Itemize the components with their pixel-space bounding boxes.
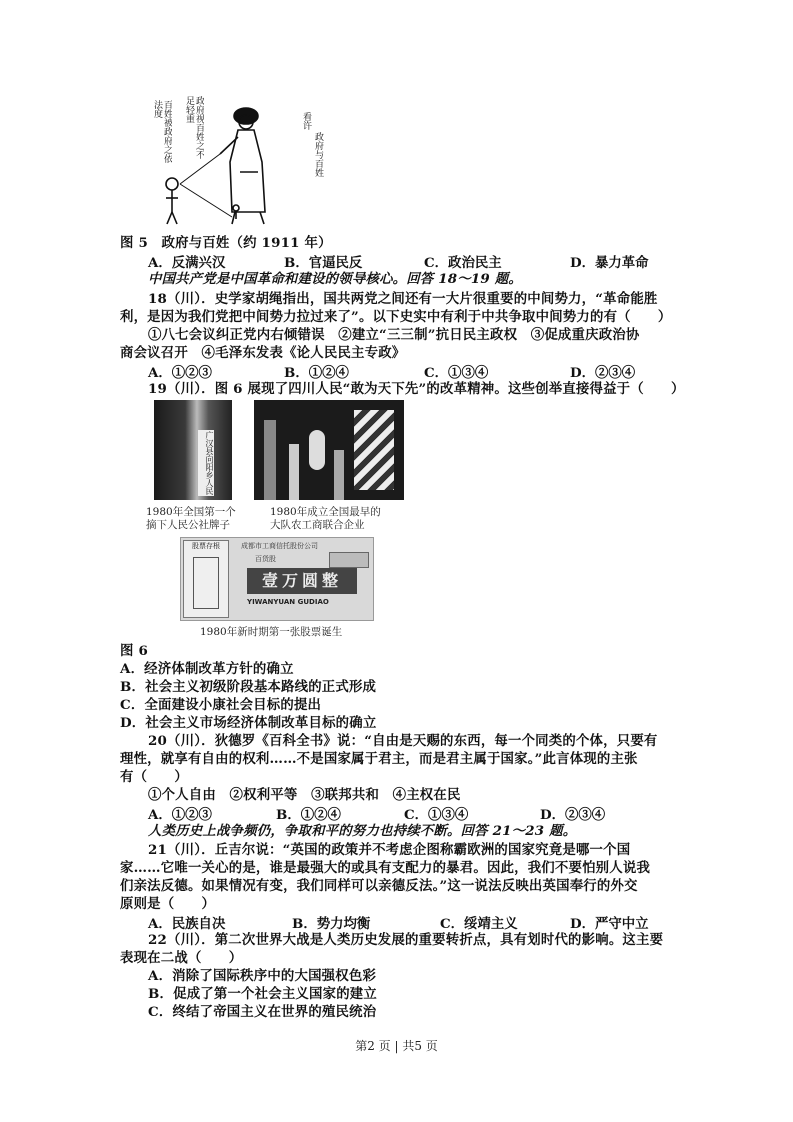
photo-commune-sign [154, 400, 232, 500]
stock-pinyin: YIWANYUAN GUDIAO [247, 598, 329, 606]
photo1-caption-1: 1980年全国第一个 [146, 506, 236, 518]
q21-option-d: D．严守中立 [570, 916, 649, 932]
q18-option-d: D．②③④ [570, 365, 636, 381]
intro-18-19: 中国共产党是中国革命和建设的领导核心。回答 18～19 题。 [148, 271, 522, 287]
stock-title: 壹万圆整 [247, 568, 357, 594]
q19-option-b: B．社会主义初级阶段基本路线的正式形成 [120, 679, 377, 695]
q22-option-b: B．促成了第一个社会主义国家的建立 [148, 986, 377, 1002]
photo2-caption-2: 大队农工商联合企业 [270, 519, 365, 531]
q17-option-c: C．政治民主 [424, 255, 502, 271]
q21-option-c: C．绥靖主义 [440, 916, 518, 932]
q21-line2: 家……它唯一关心的是，谁是最强大的或具有支配力的暴君。因此，我们不要怕别人说我 [120, 860, 651, 876]
q20-option-d: D．②③④ [540, 807, 606, 823]
q22-option-c: C．终结了帝国主义在世界的殖民统治 [148, 1004, 377, 1020]
figure-5-caption: 图 5 政府与百姓（约 1911 年） [120, 235, 332, 251]
cartoon-text-right-a: 看许 [301, 112, 311, 130]
q18-option-a: A．①②③ [148, 365, 212, 381]
q19-line1: 19（川）．图 6 展现了四川人民“敢为天下先”的改革精神。这些创举直接得益于（ ） [148, 381, 685, 397]
q18-line4: 商会议召开 ④毛泽东发表《论人民民主专政》 [120, 345, 406, 361]
photo-enterprise-ceremony [254, 400, 404, 500]
q21-option-a: A．民族自决 [148, 916, 226, 932]
q18-line3: ①八七会议纠正党内右倾错误 ②建立“三三制”抗日民主政权 ③促成重庆政治协 [148, 327, 640, 343]
q21-line3: 们亲法反德。如果情况有变，我们同样可以亲德反法。”这一说法反映出英国奉行的外交 [120, 878, 638, 894]
q21-option-b: B．势力均衡 [292, 916, 371, 932]
stock-header: 成都市工商信托股份公司 [241, 542, 318, 550]
page-footer: 第2 页 | 共5 页 [355, 1039, 438, 1053]
q20-option-a: A．①②③ [148, 807, 212, 823]
figure-6-label: 图 6 [120, 643, 148, 659]
cartoon-text-right-b: 政府与百姓 [313, 132, 323, 177]
stock-label: 百货股 [255, 555, 276, 563]
cartoon-text-left: 百姓被政府之依法度 [152, 100, 172, 163]
figure-5-cartoon [140, 92, 330, 232]
intro-21-23: 人类历史上战争频仍，争取和平的努力也持续不断。回答 21～23 题。 [148, 823, 577, 839]
photo1-caption-2: 摘下人民公社牌子 [146, 519, 230, 531]
photo3-caption: 1980年新时期第一张股票诞生 [200, 626, 343, 638]
q20-line4: ①个人自由 ②权利平等 ③联邦共和 ④主权在民 [148, 787, 461, 803]
cartoon-text-middle: 政府视百姓之不足轻重 [184, 96, 204, 159]
q19-option-a: A．经济体制改革方针的确立 [120, 661, 294, 677]
q20-line2: 理性，就享有自由的权利……不是国家属于君主，而是君主属于国家。”此言体现的主张 [120, 751, 638, 767]
q18-line2: 利，是因为我们党把中间势力拉过来了”。以下史实中有利于中共争取中间势力的有（ ） [120, 309, 672, 325]
q20-option-b: B．①②④ [276, 807, 341, 823]
stock-stub-tag: 股票存根 [192, 542, 220, 550]
q17-option-d: D．暴力革命 [570, 255, 649, 271]
q17-option-b: B．官逼民反 [284, 255, 363, 271]
q19-option-c: C．全面建设小康社会目标的提出 [120, 697, 322, 713]
q21-line4: 原则是（ ） [120, 896, 216, 912]
q20-option-c: C．①③④ [404, 807, 469, 823]
q22-option-a: A．消除了国际秩序中的大国强权色彩 [148, 968, 377, 984]
photo2-caption-1: 1980年成立全国最早的 [270, 506, 381, 518]
q22-line2: 表现在二战（ ） [120, 950, 243, 966]
q22-line1: 22（川）．第二次世界大战是人类历史发展的重要转折点，具有划时代的影响。这主要 [148, 932, 664, 948]
q18-option-b: B．①②④ [284, 365, 349, 381]
q19-option-d: D．社会主义市场经济体制改革目标的确立 [120, 715, 377, 731]
q18-line1: 18（川）．史学家胡绳指出，国共两党之间还有一大片很重要的中间势力，“革命能胜 [148, 291, 658, 307]
commune-sign-text: 广汉县向阳乡人民 [198, 430, 214, 496]
q20-line3: 有（ ） [120, 769, 188, 785]
q20-line1: 20（川）．狄德罗《百科全书》说：“自由是天赐的东西，每一个同类的个体，只要有 [148, 733, 658, 749]
photo-stock-certificate [180, 537, 374, 621]
q17-option-a: A．反满兴汉 [148, 255, 226, 271]
q18-option-c: C．①③④ [424, 365, 489, 381]
q21-line1: 21（川）．丘吉尔说：“英国的政策并不考虑企图称霸欧洲的国家究竟是哪一个国 [148, 842, 631, 858]
